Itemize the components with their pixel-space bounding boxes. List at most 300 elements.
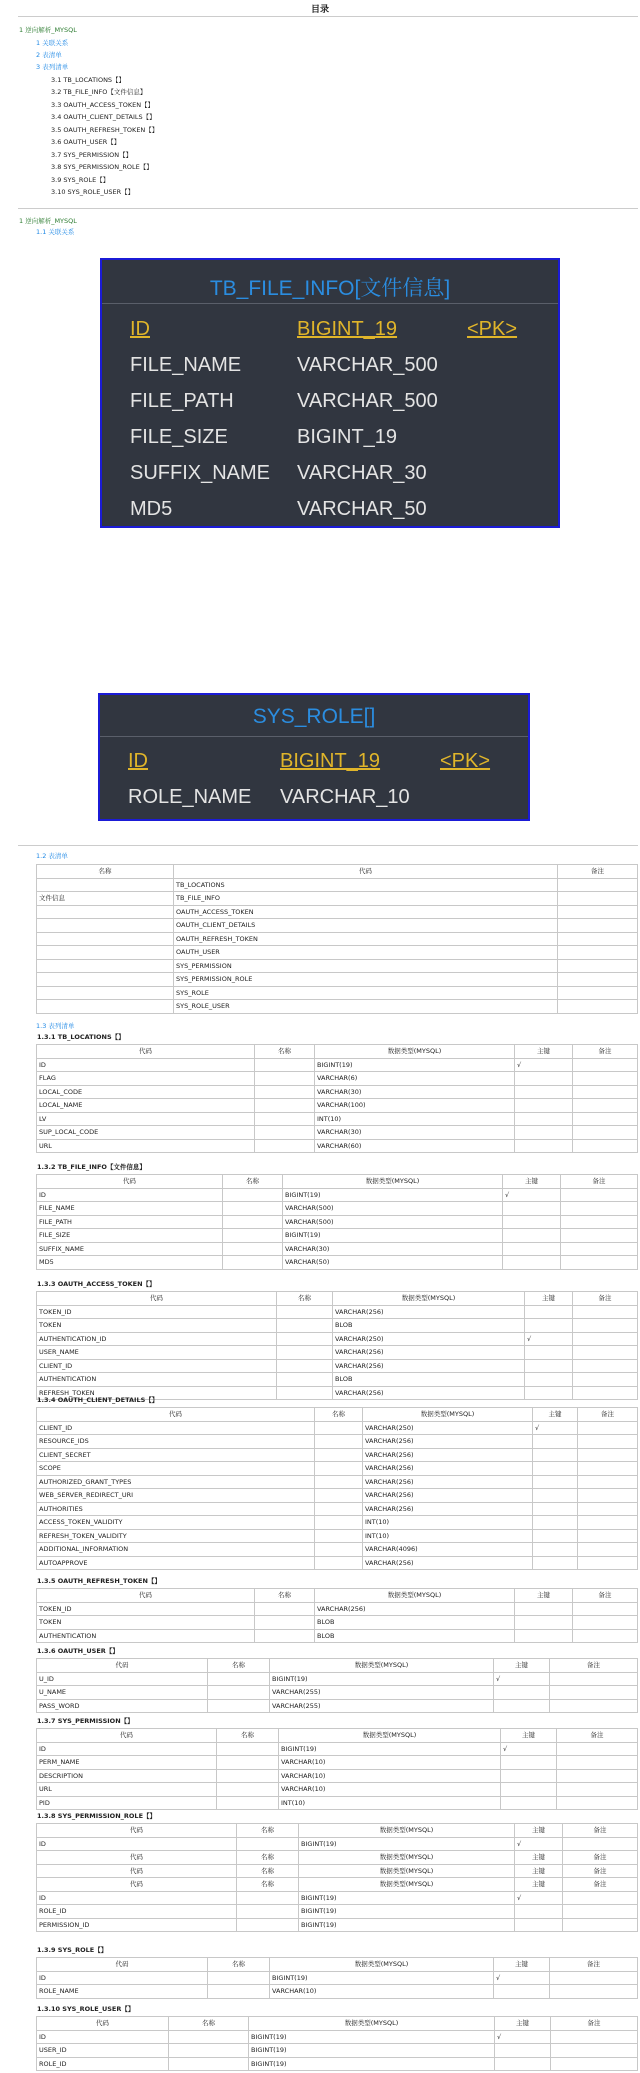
cell-remark <box>578 1421 638 1435</box>
page-title: 目录 <box>310 5 329 15</box>
table-header-row <box>37 1659 638 1673</box>
cell-type: BLOB <box>333 1373 525 1387</box>
cell-remark <box>557 1783 638 1797</box>
entity-type-text: VARCHAR_50 <box>297 498 427 520</box>
toc-link-10[interactable]: 3.6 OAUTH_USER【】 <box>51 138 121 146</box>
cell-name <box>217 1796 279 1810</box>
entity-type-text: BIGINT_19 <box>297 426 398 448</box>
cell-type: VARCHAR(10) <box>279 1783 501 1797</box>
cell-type: VARCHAR(256) <box>363 1448 533 1462</box>
cell-name <box>223 1229 283 1243</box>
cell-name: 文件信息 <box>37 892 174 906</box>
cell-name <box>315 1421 363 1435</box>
toc-link-14[interactable]: 3.10 SYS_ROLE_USER【】 <box>51 188 135 196</box>
table-row <box>37 1864 638 1878</box>
cell-remark <box>558 986 638 1000</box>
cell-name <box>255 1602 315 1616</box>
table-row <box>37 1783 638 1797</box>
toc-link-12[interactable]: 3.8 SYS_PERMISSION_ROLE【】 <box>51 163 153 171</box>
cell-remark <box>557 1796 638 1810</box>
cell-name <box>277 1373 333 1387</box>
cell-code: ID <box>37 1058 255 1072</box>
cell-code: CLIENT_ID <box>37 1359 277 1373</box>
table-row <box>37 2044 638 2058</box>
cell-type: VARCHAR(500) <box>283 1202 503 1216</box>
entity-type-text: VARCHAR_30 <box>297 462 427 484</box>
cell-pk <box>533 1516 578 1530</box>
cell-name <box>169 2057 249 2071</box>
cell-remark <box>578 1462 638 1476</box>
cell-code: RESOURCE_IDS <box>37 1435 315 1449</box>
column-header: 主键 <box>494 1659 550 1673</box>
cell-name <box>315 1462 363 1476</box>
table-row <box>37 1905 638 1919</box>
cell-remark <box>578 1516 638 1530</box>
cell-pk <box>515 1112 573 1126</box>
column-header: 数据类型(MYSQL) <box>283 1175 503 1189</box>
cell-pk <box>515 1602 573 1616</box>
table-header-row <box>37 2017 638 2031</box>
table-row <box>37 1112 638 1126</box>
table-row <box>37 1837 638 1851</box>
cell-pk <box>495 2044 551 2058</box>
cell-name <box>255 1112 315 1126</box>
column-table <box>36 1823 638 1932</box>
cell-code: CLIENT_SECRET <box>37 1448 315 1462</box>
cell-remark <box>573 1332 638 1346</box>
cell-code: AUTOAPPROVE <box>37 1556 315 1570</box>
table-row <box>37 1769 638 1783</box>
cell-code: FILE_SIZE <box>37 1229 223 1243</box>
column-header: 主键 <box>503 1175 561 1189</box>
cell-name <box>208 1985 270 1999</box>
cell-type: BIGINT(19) <box>315 1058 515 1072</box>
cell-remark <box>573 1616 638 1630</box>
column-header: 主键 <box>515 1045 573 1059</box>
cell-remark <box>561 1229 638 1243</box>
cell-pk <box>515 1616 573 1630</box>
table-row <box>37 1242 638 1256</box>
cell-remark <box>573 1305 638 1319</box>
subsection-heading-relations: 1.1 关联关系 <box>36 228 75 236</box>
cell-pk <box>501 1756 557 1770</box>
table-row <box>37 986 638 1000</box>
cell-code: OAUTH_ACCESS_TOKEN <box>174 905 558 919</box>
entity-key-text: <PK> <box>440 750 491 772</box>
cell-remark <box>573 1386 638 1400</box>
toc-link-5[interactable]: 3.1 TB_LOCATIONS【】 <box>51 76 126 84</box>
cell-code: PERMISSION_ID <box>37 1918 237 1932</box>
cell-remark <box>558 946 638 960</box>
cell-name <box>223 1256 283 1270</box>
cell-type: INT(10) <box>363 1516 533 1530</box>
toc-link-4[interactable]: 3 表列清单 <box>36 63 69 71</box>
cell-pk <box>533 1529 578 1543</box>
cell-pk <box>525 1319 573 1333</box>
table-row <box>37 2057 638 2071</box>
cell-remark <box>558 892 638 906</box>
table-title: 1.3.4 OAUTH_CLIENT_DETAILS【】 <box>37 1396 159 1404</box>
cell-name <box>217 1783 279 1797</box>
table-row <box>37 1699 638 1713</box>
cell-type: VARCHAR(256) <box>333 1346 525 1360</box>
cell-remark <box>558 973 638 987</box>
cell-code: LOCAL_CODE <box>37 1085 255 1099</box>
cell-type: VARCHAR(256) <box>363 1475 533 1489</box>
cell-remark <box>573 1319 638 1333</box>
cell-name <box>315 1448 363 1462</box>
cell-type: VARCHAR(256) <box>333 1305 525 1319</box>
cell-type: VARCHAR(256) <box>333 1386 525 1400</box>
cell-name <box>277 1346 333 1360</box>
entity-type-text: BIGINT_19 <box>297 318 398 340</box>
cell-code: LV <box>37 1112 255 1126</box>
cell-code: ACCESS_TOKEN_VALIDITY <box>37 1516 315 1530</box>
cell-name <box>277 1319 333 1333</box>
title-divider <box>18 16 638 17</box>
cell-pk <box>525 1386 573 1400</box>
toc-link-9[interactable]: 3.5 OAUTH_REFRESH_TOKEN【】 <box>51 126 159 134</box>
cell-code: SYS_PERMISSION <box>174 959 558 973</box>
cell-remark <box>573 1373 638 1387</box>
cell-type: BLOB <box>315 1629 515 1643</box>
column-header: 代码 <box>37 2017 169 2031</box>
cell-code: SYS_ROLE_USER <box>174 1000 558 1014</box>
cell-name <box>237 1837 299 1851</box>
cell-name <box>255 1616 315 1630</box>
cell-code: SYS_PERMISSION_ROLE <box>174 973 558 987</box>
table-row <box>37 1796 638 1810</box>
cell-pk: √ <box>494 1971 550 1985</box>
cell-remark <box>550 1672 638 1686</box>
table-row <box>37 1602 638 1616</box>
cell-code: TOKEN_ID <box>37 1602 255 1616</box>
table-title: 1.3.9 SYS_ROLE【】 <box>37 1946 108 1954</box>
cell-code: LOCAL_NAME <box>37 1099 255 1113</box>
table-row <box>37 1891 638 1905</box>
cell-code: ID <box>37 1837 237 1851</box>
column-table <box>36 1407 638 1570</box>
cell-name <box>37 878 174 892</box>
cell-remark <box>561 1242 638 1256</box>
cell-code: PASS_WORD <box>37 1699 208 1713</box>
cell-name <box>169 2030 249 2044</box>
cell-pk <box>503 1256 561 1270</box>
entity-type-text: VARCHAR_10 <box>280 786 410 808</box>
cell-pk: √ <box>525 1332 573 1346</box>
cell-type: BIGINT(19) <box>299 1918 515 1932</box>
cell-type: VARCHAR(250) <box>363 1421 533 1435</box>
cell-remark <box>551 2044 638 2058</box>
header-code: 代码 <box>174 865 558 879</box>
cell-pk <box>501 1783 557 1797</box>
table-row <box>37 878 638 892</box>
subsection-heading-table-list: 1.2 表清单 <box>36 852 68 860</box>
column-header: 代码 <box>37 1824 237 1838</box>
cell-type: VARCHAR(30) <box>283 1242 503 1256</box>
cell-code: USER_ID <box>37 2044 169 2058</box>
entity-tb-file-info <box>100 258 560 528</box>
cell-pk: √ <box>515 1837 563 1851</box>
table-row <box>37 1878 638 1892</box>
table-row <box>37 1319 638 1333</box>
cell-type: VARCHAR(10) <box>270 1985 494 1999</box>
cell-remark <box>550 1699 638 1713</box>
cell-remark <box>573 1359 638 1373</box>
cell-code: ROLE_ID <box>37 1905 237 1919</box>
cell-code: AUTHENTICATION_ID <box>37 1332 277 1346</box>
cell-remark <box>563 1918 638 1932</box>
cell-name <box>255 1099 315 1113</box>
cell-type: INT(10) <box>363 1529 533 1543</box>
table-title: 1.3.5 OAUTH_REFRESH_TOKEN【】 <box>37 1577 161 1585</box>
cell-type: BIGINT(19) <box>299 1905 515 1919</box>
entity-column-text: MD5 <box>130 498 173 520</box>
cell-type: VARCHAR(256) <box>315 1602 515 1616</box>
cell-remark <box>578 1448 638 1462</box>
cell-code: TB_LOCATIONS <box>174 878 558 892</box>
table-title: 1.3.1 TB_LOCATIONS【】 <box>37 1033 125 1041</box>
cell-type: VARCHAR(256) <box>363 1435 533 1449</box>
table-row <box>37 1215 638 1229</box>
cell-name <box>217 1756 279 1770</box>
table-row <box>37 1529 638 1543</box>
cell-remark <box>563 1905 638 1919</box>
table-row <box>37 1742 638 1756</box>
table-row <box>37 1475 638 1489</box>
cell-pk <box>515 1099 573 1113</box>
cell-pk <box>525 1305 573 1319</box>
cell-remark <box>551 2030 638 2044</box>
column-header: 主键 <box>494 1958 550 1972</box>
cell-name <box>37 946 174 960</box>
cell-name <box>315 1435 363 1449</box>
table-row <box>37 1072 638 1086</box>
cell-code: TB_FILE_INFO <box>174 892 558 906</box>
table-header-row <box>37 865 638 879</box>
table-row <box>37 1756 638 1770</box>
toc-link-7[interactable]: 3.3 OAUTH_ACCESS_TOKEN【】 <box>51 101 155 109</box>
column-header: 名称 <box>315 1408 363 1422</box>
cell-code: TOKEN_ID <box>37 1305 277 1319</box>
table-header-row <box>37 1408 638 1422</box>
cell-code: ID <box>37 1188 223 1202</box>
column-header: 代码 <box>37 1408 315 1422</box>
cell-type: VARCHAR(50) <box>283 1256 503 1270</box>
diagram-divider <box>18 845 638 846</box>
column-header: 数据类型(MYSQL) <box>299 1824 515 1838</box>
table-row <box>37 1435 638 1449</box>
column-header: 代码 <box>37 1958 208 1972</box>
column-header: 数据类型(MYSQL) <box>315 1589 515 1603</box>
cell-code: PID <box>37 1796 217 1810</box>
cell-pk <box>525 1359 573 1373</box>
cell-pk <box>533 1475 578 1489</box>
table-row <box>37 1851 638 1865</box>
table-row <box>37 1543 638 1557</box>
cell-type: BIGINT(19) <box>249 2030 495 2044</box>
toc-link-8[interactable]: 3.4 OAUTH_CLIENT_DETAILS【】 <box>51 113 156 121</box>
cell-remark <box>561 1188 638 1202</box>
column-table <box>36 1658 638 1713</box>
column-header: 备注 <box>557 1729 638 1743</box>
toc-link-3[interactable]: 2 表清单 <box>36 51 62 59</box>
cell-pk: √ <box>515 1058 573 1072</box>
table-header-row <box>37 1292 638 1306</box>
entity-type-text: BIGINT_19 <box>280 750 381 772</box>
cell-pk: √ <box>515 1891 563 1905</box>
table-row <box>37 1373 638 1387</box>
column-header: 代码 <box>37 1292 277 1306</box>
cell-name <box>169 2044 249 2058</box>
cell-code: DESCRIPTION <box>37 1769 217 1783</box>
toc-link-1[interactable]: 1 逆向解析_MYSQL <box>19 26 77 34</box>
cell-pk <box>533 1462 578 1476</box>
column-header: 主键 <box>515 1589 573 1603</box>
cell-pk: √ <box>503 1188 561 1202</box>
cell-code: CLIENT_ID <box>37 1421 315 1435</box>
cell-type: VARCHAR(256) <box>363 1556 533 1570</box>
table-row <box>37 1058 638 1072</box>
cell-code: AUTHENTICATION <box>37 1629 255 1643</box>
entity-column-text: SUFFIX_NAME <box>130 462 271 484</box>
table-row <box>37 959 638 973</box>
table-title: 1.3.3 OAUTH_ACCESS_TOKEN【】 <box>37 1280 156 1288</box>
column-header: 备注 <box>550 1659 638 1673</box>
cell-remark <box>558 919 638 933</box>
cell-code: TOKEN <box>37 1616 255 1630</box>
table-row <box>37 946 638 960</box>
cell-pk <box>494 1699 550 1713</box>
cell-name <box>277 1359 333 1373</box>
column-header: 备注 <box>551 2017 638 2031</box>
column-table <box>36 1044 638 1153</box>
cell-remark <box>573 1072 638 1086</box>
cell-name <box>315 1502 363 1516</box>
cell-name <box>255 1126 315 1140</box>
entity-column-text: FILE_SIZE <box>130 426 228 448</box>
cell-pk: √ <box>533 1421 578 1435</box>
column-header: 数据类型(MYSQL) <box>363 1408 533 1422</box>
cell-pk: 主键 <box>515 1864 563 1878</box>
table-header-row <box>37 1045 638 1059</box>
cell-pk <box>515 1139 573 1153</box>
cell-pk <box>515 1126 573 1140</box>
cell-type: BIGINT(19) <box>299 1891 515 1905</box>
table-header-row <box>37 1589 638 1603</box>
cell-name <box>315 1516 363 1530</box>
section-heading: 1 逆向解析_MYSQL <box>19 217 77 225</box>
cell-pk <box>533 1543 578 1557</box>
column-header: 数据类型(MYSQL) <box>249 2017 495 2031</box>
cell-code: ID <box>37 1971 208 1985</box>
table-row <box>37 1629 638 1643</box>
table-row <box>37 1686 638 1700</box>
cell-code: SUP_LOCAL_CODE <box>37 1126 255 1140</box>
cell-pk <box>503 1202 561 1216</box>
table-row <box>37 973 638 987</box>
cell-code: AUTHORITIES <box>37 1502 315 1516</box>
cell-pk <box>495 2057 551 2071</box>
cell-code: 代码 <box>37 1864 237 1878</box>
table-row <box>37 1085 638 1099</box>
column-header: 备注 <box>573 1045 638 1059</box>
table-row <box>37 1985 638 1999</box>
cell-type: VARCHAR(250) <box>333 1332 525 1346</box>
cell-type: VARCHAR(500) <box>283 1215 503 1229</box>
cell-name <box>37 959 174 973</box>
toc-link-6[interactable]: 3.2 TB_FILE_INFO【文件信息】 <box>51 88 147 96</box>
column-header: 数据类型(MYSQL) <box>279 1729 501 1743</box>
cell-type: INT(10) <box>279 1796 501 1810</box>
cell-pk <box>501 1796 557 1810</box>
cell-type: 数据类型(MYSQL) <box>299 1878 515 1892</box>
cell-pk <box>494 1686 550 1700</box>
entity-column-text: ID <box>128 750 148 772</box>
table-row <box>37 1099 638 1113</box>
column-header: 备注 <box>563 1824 638 1838</box>
cell-pk: √ <box>494 1672 550 1686</box>
toc-link-2[interactable]: 1 关联关系 <box>36 39 69 47</box>
cell-code: ID <box>37 1891 237 1905</box>
cell-remark <box>573 1139 638 1153</box>
column-header: 备注 <box>578 1408 638 1422</box>
entity-name: TB_FILE_INFO[文件信息] <box>209 277 451 300</box>
cell-remark <box>563 1891 638 1905</box>
cell-pk <box>515 1085 573 1099</box>
cell-name <box>255 1139 315 1153</box>
cell-pk <box>515 1905 563 1919</box>
cell-remark <box>550 1985 638 1999</box>
cell-remark <box>578 1543 638 1557</box>
cell-remark <box>578 1435 638 1449</box>
table-row <box>37 1126 638 1140</box>
cell-type: VARCHAR(6) <box>315 1072 515 1086</box>
toc-link-11[interactable]: 3.7 SYS_PERMISSION【】 <box>51 151 133 159</box>
cell-name <box>277 1305 333 1319</box>
cell-code: FILE_PATH <box>37 1215 223 1229</box>
table-row <box>37 1672 638 1686</box>
cell-code: OAUTH_REFRESH_TOKEN <box>174 932 558 946</box>
cell-type: BIGINT(19) <box>270 1971 494 1985</box>
cell-pk <box>503 1242 561 1256</box>
table-row <box>37 1359 638 1373</box>
column-header: 主键 <box>495 2017 551 2031</box>
cell-name <box>37 1000 174 1014</box>
cell-type: BIGINT(19) <box>299 1837 515 1851</box>
table-row <box>37 1971 638 1985</box>
table-title: 1.3.10 SYS_ROLE_USER【】 <box>37 2005 135 2013</box>
cell-name <box>37 932 174 946</box>
column-header: 名称 <box>255 1045 315 1059</box>
cell-name: 名称 <box>237 1878 299 1892</box>
cell-code: AUTHENTICATION <box>37 1373 277 1387</box>
entity-column-text: ROLE_NAME <box>128 786 252 808</box>
column-header: 主键 <box>533 1408 578 1422</box>
cell-remark <box>578 1502 638 1516</box>
cell-code: REFRESH_TOKEN_VALIDITY <box>37 1529 315 1543</box>
entity-name: SYS_ROLE[] <box>252 705 376 728</box>
cell-code: ID <box>37 1742 217 1756</box>
cell-name <box>255 1072 315 1086</box>
cell-name: 名称 <box>237 1851 299 1865</box>
toc-link-13[interactable]: 3.9 SYS_ROLE【】 <box>51 176 110 184</box>
cell-name <box>315 1489 363 1503</box>
entity-type-text: VARCHAR_500 <box>297 354 438 376</box>
cell-code: URL <box>37 1783 217 1797</box>
table-row <box>37 1305 638 1319</box>
cell-pk <box>525 1346 573 1360</box>
